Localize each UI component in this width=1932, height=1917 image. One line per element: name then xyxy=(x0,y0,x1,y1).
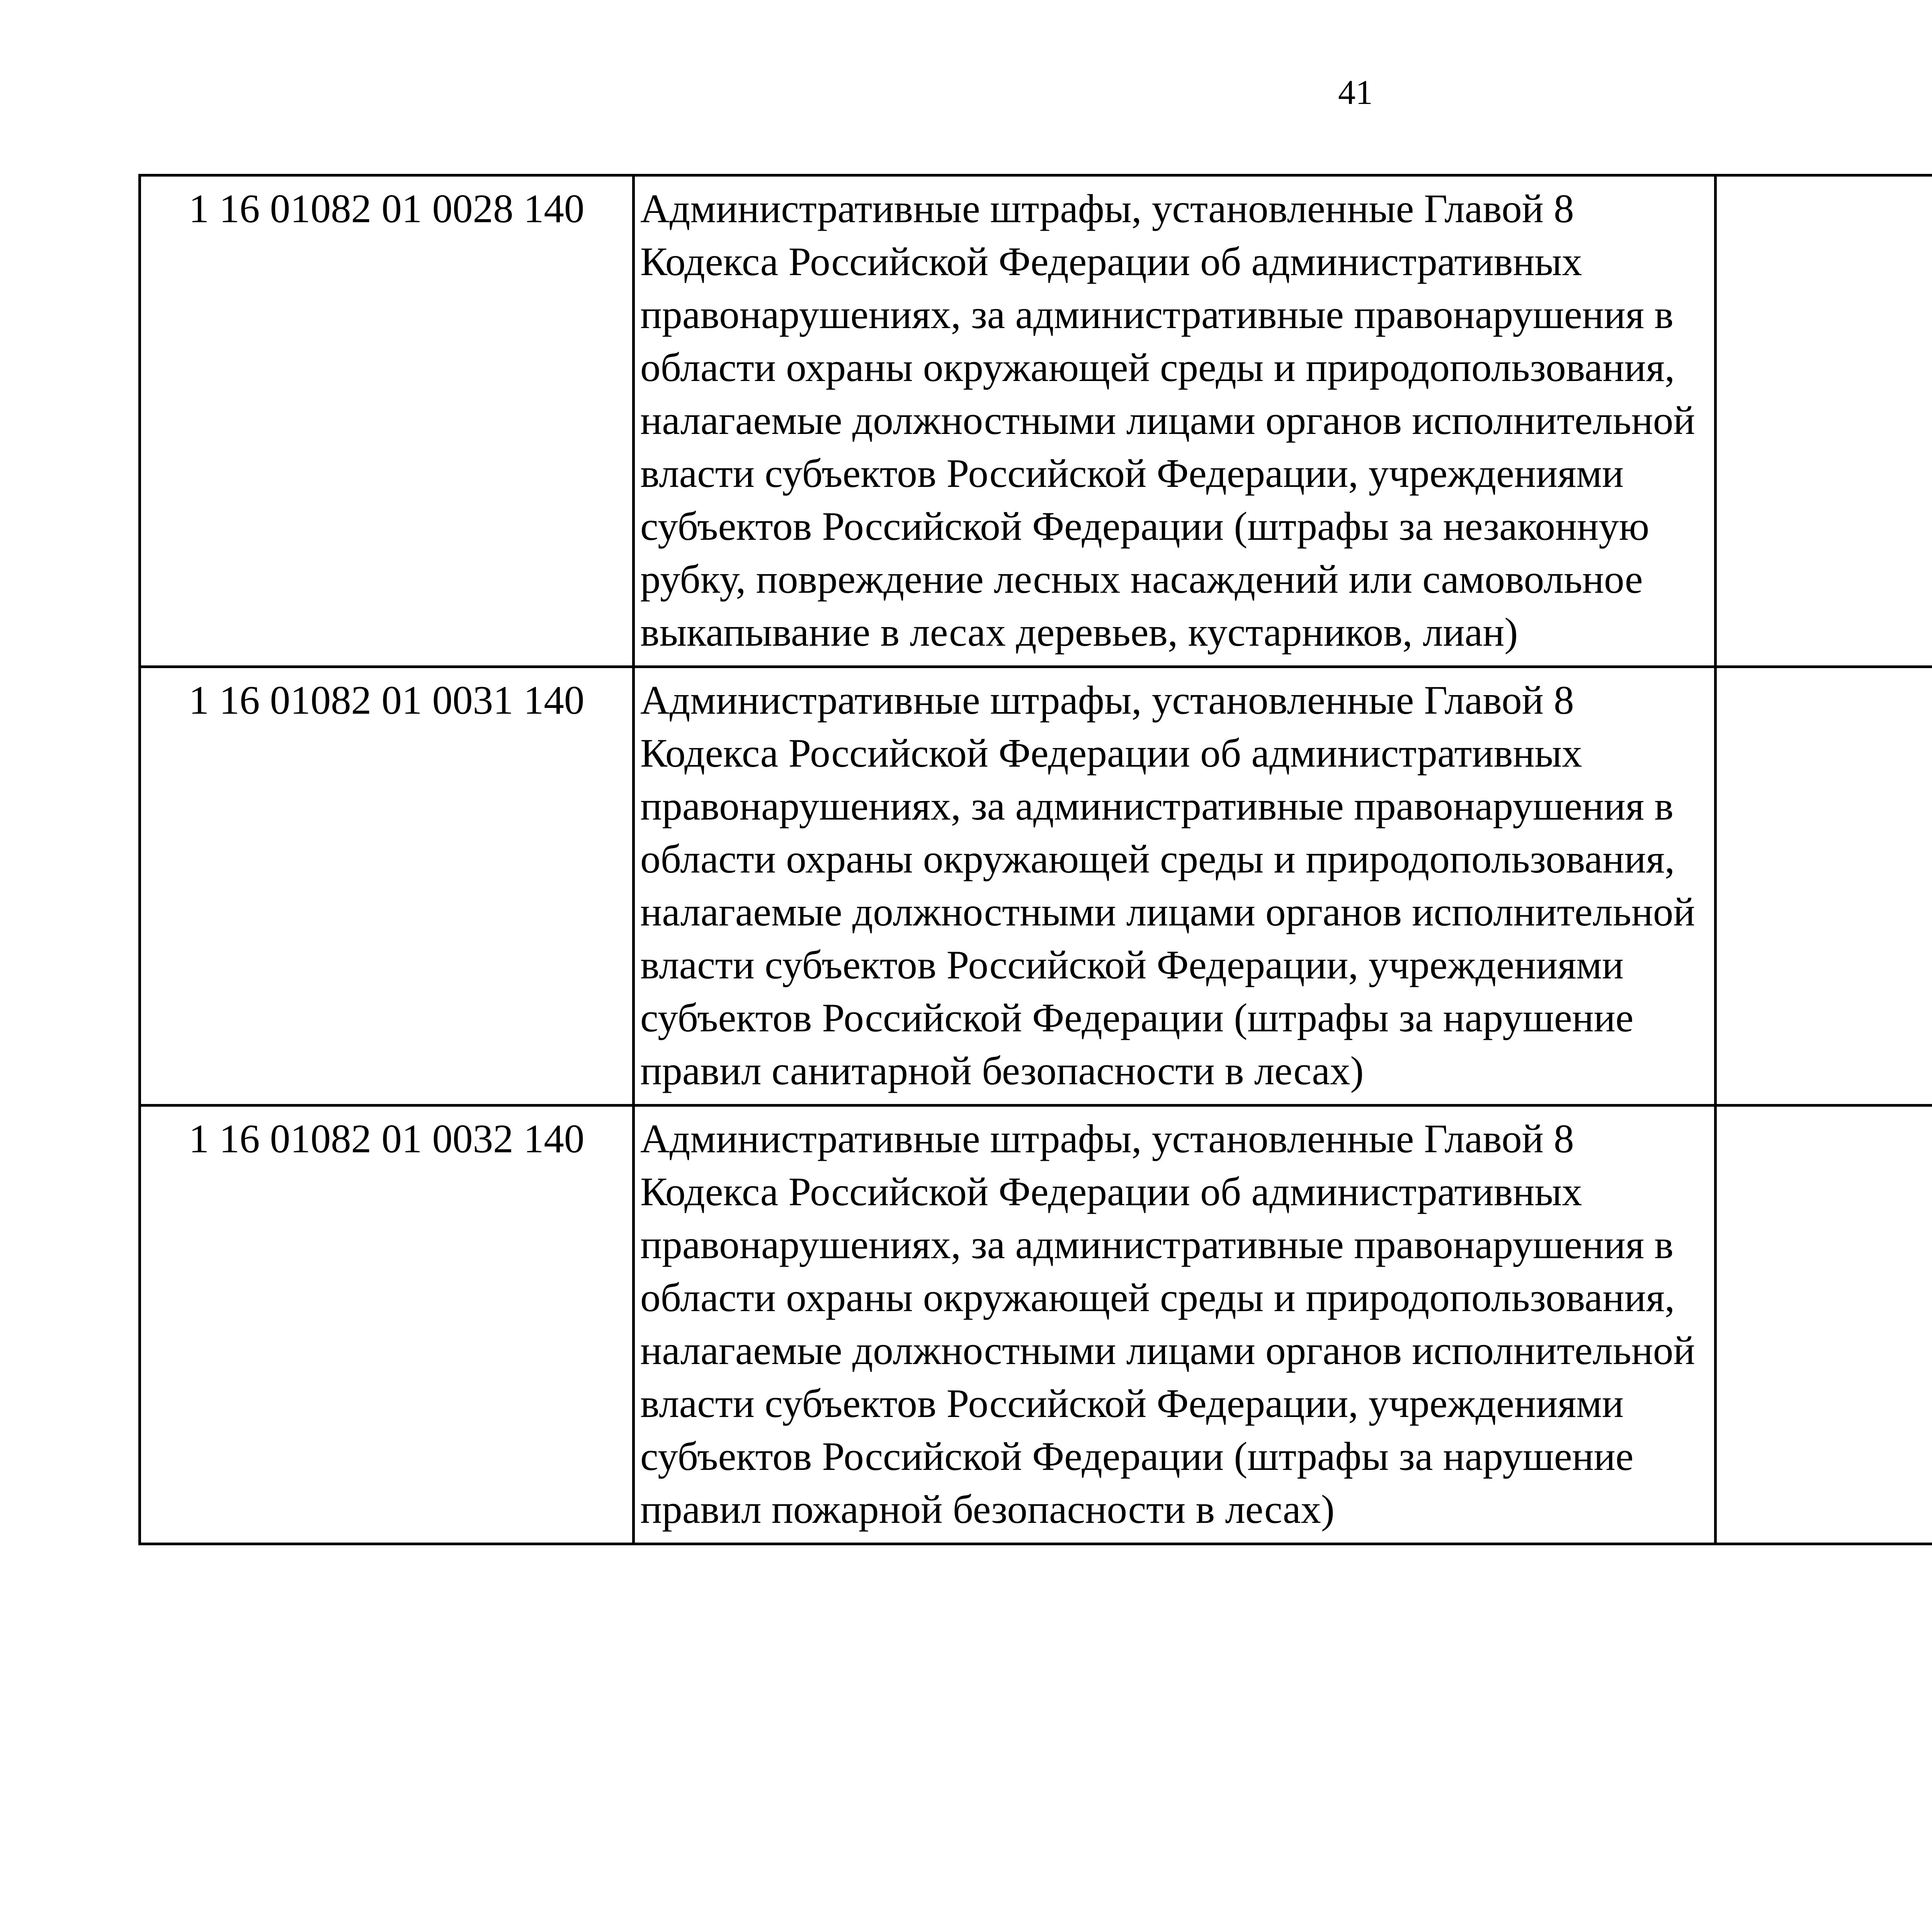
page-number: 41 xyxy=(1338,73,1373,112)
description-cell: Административные штрафы, установленные Главой 8 Кодекса Российской Федерации об административных правонарушениях, за административные правонарушения в области охраны окружающей среды и природопользования, налагаемые должностными лицами органов исполнительной власти субъектов Российской Федерации, учреждениями субъектов Российской Федерации (штрафы за нарушение правил санитарной безопасности в лесах) xyxy=(634,667,1716,1106)
budget-code-cell: 1 16 01082 01 0032 140 xyxy=(140,1106,634,1544)
table-row xyxy=(140,667,1932,1106)
amount-cell-1 xyxy=(1716,1106,1932,1544)
budget-table xyxy=(138,174,1932,1545)
budget-code-cell: 1 16 01082 01 0028 140 xyxy=(140,175,634,667)
description-cell: Административные штрафы, установленные Главой 8 Кодекса Российской Федерации об административных правонарушениях, за административные правонарушения в области охраны окружающей среды и природопользования, налагаемые должностными лицами органов исполнительной власти субъектов Российской Федерации, учреждениями субъектов Российской Федерации (штрафы за незаконную рубку, повреждение лесных насаждений или самовольное выкапывание в лесах деревьев, кустарников, лиан) xyxy=(634,175,1716,667)
description-cell: Административные штрафы, установленные Главой 8 Кодекса Российской Федерации об административных правонарушениях, за административные правонарушения в области охраны окружающей среды и природопользования, налагаемые должностными лицами органов исполнительной власти субъектов Российской Федерации, учреждениями субъектов Российской Федерации (штрафы за нарушение правил пожарной безопасности в лесах) xyxy=(634,1106,1716,1544)
table-row xyxy=(140,175,1932,667)
budget-code-cell: 1 16 01082 01 0031 140 xyxy=(140,667,634,1106)
amount-cell-1 xyxy=(1716,667,1932,1106)
table-row xyxy=(140,1106,1932,1544)
amount-cell-1 xyxy=(1716,175,1932,667)
